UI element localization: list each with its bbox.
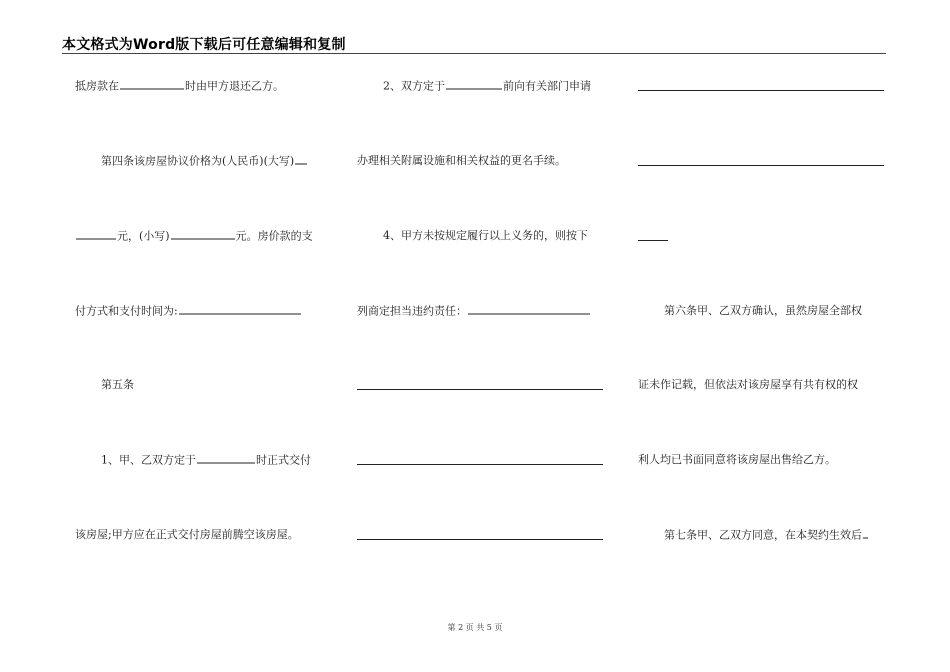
blank-underline bbox=[171, 229, 235, 240]
blank-line bbox=[357, 539, 603, 540]
blank-line bbox=[638, 165, 884, 166]
paragraph-line: 4、甲方未按规定履行以上义务的，则按下 bbox=[383, 229, 588, 242]
page-number: 第 2 页 共 5 页 bbox=[447, 623, 503, 632]
paragraph-line: 1、甲、乙双方定于 时正式交付 bbox=[101, 453, 311, 467]
blank-underline bbox=[863, 528, 868, 539]
blank-underline bbox=[197, 453, 255, 464]
blank-line bbox=[357, 464, 603, 465]
paragraph-line: 2、双方定于 前向有关部门申请 bbox=[383, 79, 591, 93]
paragraph-line: 第七条甲、乙双方同意，在本契约生效后 bbox=[638, 528, 869, 543]
paragraph-line: 元，(小写) 元。房价款的支 bbox=[75, 229, 313, 244]
paragraph-line: 该房屋;甲方应在正式交付房屋前腾空该房屋。 bbox=[75, 528, 299, 541]
blank-underline bbox=[179, 304, 301, 315]
paragraph-line: 抵房款在 时由甲方退还乙方。 bbox=[75, 79, 284, 93]
paragraph-line: 证未作记载，但依法对该房屋享有共有权的权 bbox=[638, 378, 858, 391]
paragraph-line: 办理相关附属设施和相关权益的更名手续。 bbox=[357, 154, 566, 167]
page-header-title: 本文格式为Word版下载后可任意编辑和复制 bbox=[62, 37, 346, 53]
blank-underline bbox=[120, 79, 184, 90]
paragraph-line: 列商定担当违约责任： bbox=[357, 304, 591, 319]
blank-underline bbox=[446, 79, 502, 90]
paragraph-line: 第四条该房屋协议价格为(人民币)(大写) bbox=[75, 154, 308, 169]
blank-underline bbox=[295, 154, 307, 165]
paragraph-line: 利人均已书面同意将该房屋出售给乙方。 bbox=[638, 453, 836, 466]
blank-underline bbox=[76, 229, 116, 240]
blank-underline bbox=[468, 304, 590, 315]
paragraph-line: 第六条甲、乙双方确认，虽然房屋全部权 bbox=[664, 304, 862, 317]
text-column-middle bbox=[357, 0, 607, 672]
paragraph-line: 付方式和支付时间为: bbox=[75, 304, 302, 319]
blank-line bbox=[638, 240, 668, 241]
blank-line bbox=[638, 90, 884, 91]
section-heading: 第五条 bbox=[101, 378, 134, 391]
text-column-left bbox=[75, 0, 325, 672]
text-column-right bbox=[638, 0, 888, 672]
blank-line bbox=[357, 389, 603, 390]
